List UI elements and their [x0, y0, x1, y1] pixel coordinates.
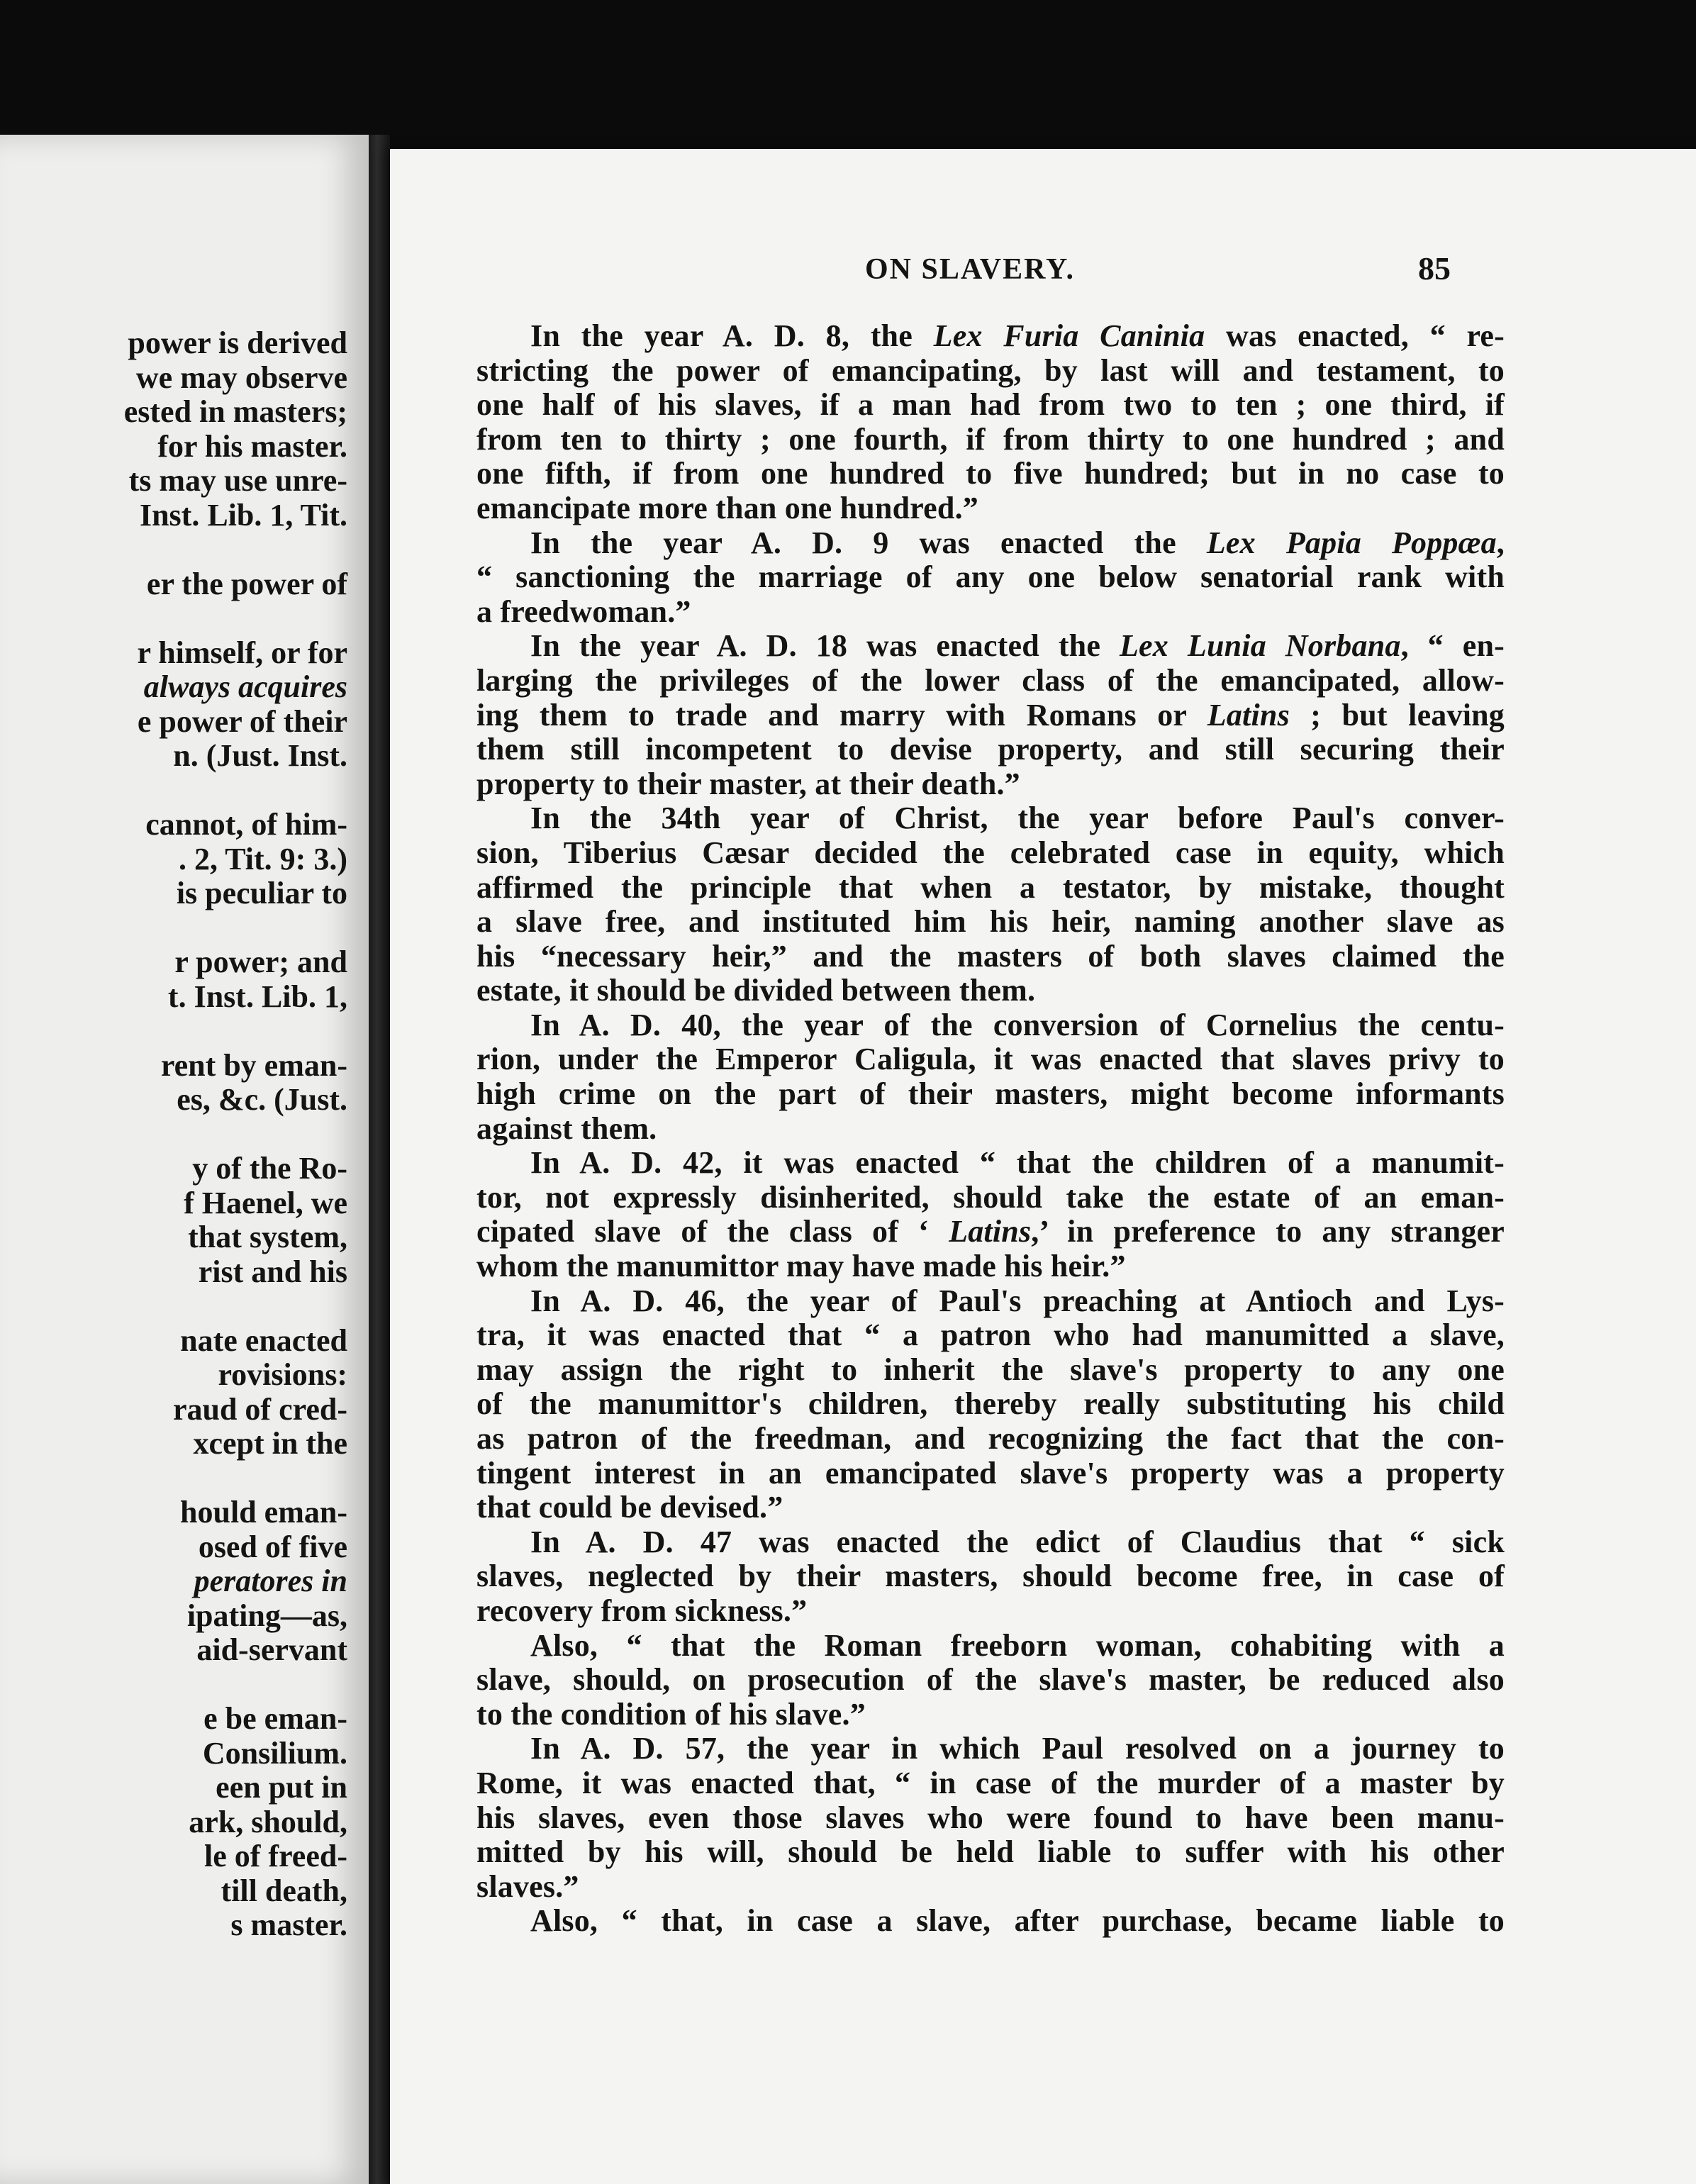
text-line — [7, 1461, 347, 1496]
text-line: sion, Tiberius Cæsar decided the celebrated case in equity, which — [476, 835, 1505, 870]
text-line: e be eman- — [203, 1701, 347, 1736]
text-line — [7, 1118, 347, 1152]
text-line: peratores in — [194, 1564, 347, 1598]
text-line: t. Inst. Lib. 1, — [167, 979, 347, 1014]
text-line: tingent interest in an emancipated slave's property was a property — [476, 1455, 1505, 1491]
text-line — [7, 1014, 347, 1049]
text-line: recovery from sickness.” — [476, 1593, 808, 1628]
text-line: for his master. — [157, 428, 347, 464]
text-line: rist and his — [198, 1254, 347, 1289]
text-line: rovisions: — [218, 1357, 347, 1392]
text-line: ark, should, — [189, 1804, 347, 1839]
text-line: rion, under the Emperor Caligula, it was enacted that slaves privy to — [476, 1042, 1505, 1077]
text-line: Rome, it was enacted that, “ in case of the murder of a master by — [476, 1765, 1505, 1800]
text-line: cannot, of him- — [145, 807, 347, 842]
running-head: ON SLAVERY. — [865, 253, 1075, 286]
text-line: . 2, Tit. 9: 3.) — [179, 841, 347, 876]
text-line: till death, — [221, 1873, 347, 1908]
text-line: er the power of — [146, 566, 347, 601]
text-line: In A. D. 40, the year of the conversion of Cornelius the centu- — [530, 1007, 1505, 1042]
text-line: le of freed- — [204, 1839, 347, 1873]
page-number: 85 — [1418, 250, 1451, 286]
text-line: In A. D. 57, the year in which Paul resolved on a journey to — [530, 1731, 1505, 1766]
text-line: tor, not expressly disinherited, should take the estate of an eman- — [476, 1179, 1505, 1215]
right-page — [390, 149, 1696, 2184]
text-line: emancipate more than one hundred.” — [476, 490, 978, 525]
text-line — [7, 533, 347, 567]
text-line: a freedwoman.” — [476, 594, 691, 629]
text-line: In A. D. 46, the year of Paul's preaching at Antioch and Lys- — [530, 1283, 1505, 1318]
text-line: estate, it should be divided between them. — [476, 973, 1036, 1008]
text-line: rent by eman- — [160, 1047, 347, 1083]
body-text — [476, 319, 1505, 1939]
text-line: a slave free, and instituted him his heir, naming another slave as — [476, 904, 1505, 940]
text-line: y of the Ro- — [192, 1151, 347, 1186]
left-page — [0, 135, 369, 2184]
left-page-text — [7, 326, 347, 1943]
text-line: is peculiar to — [176, 876, 347, 910]
text-line — [7, 601, 347, 636]
text-line: power is derived — [128, 325, 347, 360]
text-line: them still incompetent to devise property, and still securing their — [476, 732, 1505, 767]
text-line: slaves.” — [476, 1868, 579, 1904]
text-line: that could be devised.” — [476, 1490, 783, 1525]
text-line: tra, it was enacted that “ a patron who had manumitted a slave, — [476, 1317, 1505, 1353]
text-line: n. (Just. Inst. — [173, 738, 347, 773]
text-line: Inst. Lib. 1, Tit. — [139, 497, 347, 533]
text-line: property to their master, at their death.” — [476, 766, 1020, 801]
text-line: stricting the power of emancipating, by last will and testament, to — [476, 352, 1505, 388]
text-line: s master. — [230, 1907, 347, 1942]
text-line: es, &c. (Just. — [177, 1082, 347, 1117]
text-line: of the manumittor's children, thereby really substituting his child — [476, 1386, 1505, 1422]
text-line: “ sanctioning the marriage of any one below senatorial rank with — [476, 559, 1505, 595]
text-line: Also, “ that the Roman freeborn woman, cohabiting with a — [530, 1627, 1505, 1663]
text-line: high crime on the part of their masters, might become informants — [476, 1076, 1505, 1112]
text-line: Consilium. — [202, 1735, 347, 1771]
text-line: r power; and — [174, 945, 347, 979]
text-line: his “necessary heir,” and the masters of both slaves claimed the — [476, 938, 1505, 974]
text-line: xcept in the — [193, 1426, 347, 1461]
text-line: ing them to trade and marry with Romans or Latins ; but leaving — [476, 697, 1505, 732]
text-line: aid-servant — [196, 1632, 347, 1667]
text-line: affirmed the principle that when a testator, by mistake, thought — [476, 869, 1505, 905]
text-line — [7, 774, 347, 808]
text-line: one fifth, if from one hundred to five hundred; but in no case to — [476, 456, 1505, 491]
text-line: e power of their — [137, 703, 347, 739]
text-line: f Haenel, we — [184, 1185, 347, 1220]
text-line: osed of five — [198, 1529, 347, 1564]
text-line: In the 34th year of Christ, the year before Paul's conver- — [530, 801, 1505, 836]
text-line — [7, 1668, 347, 1703]
text-line: hould eman- — [180, 1495, 347, 1530]
text-line: his slaves, even those slaves who were found to have been manu- — [476, 1800, 1505, 1835]
text-line: raud of cred- — [172, 1391, 347, 1427]
text-line: to the condition of his slave.” — [476, 1696, 866, 1732]
text-line: ipating—as, — [186, 1598, 347, 1633]
text-line: In the year A. D. 8, the Lex Furia Caninia was enacted, “ re- — [530, 318, 1505, 353]
text-line: In A. D. 47 was enacted the edict of Claudius that “ sick — [530, 1524, 1505, 1559]
text-line: as patron of the freedman, and recognizing the fact that the con- — [476, 1421, 1505, 1456]
text-line — [7, 911, 347, 946]
text-line: nate enacted — [180, 1322, 347, 1358]
text-line: slaves, neglected by their masters, should become free, in case of — [476, 1559, 1505, 1594]
book-gutter — [369, 135, 390, 2184]
text-line: r himself, or for — [137, 635, 347, 670]
text-line: In A. D. 42, it was enacted “ that the children of a manumit- — [530, 1145, 1505, 1181]
text-line: one half of his slaves, if a man had from two to ten ; one third, if — [476, 387, 1505, 423]
text-line — [7, 1289, 347, 1324]
text-line: larging the privileges of the lower class of the emancipated, allow- — [476, 662, 1505, 698]
text-line: Also, “ that, in case a slave, after purchase, became liable to — [530, 1903, 1505, 1939]
text-line: In the year A. D. 18 was enacted the Lex Lunia Norbana, “ en- — [530, 628, 1505, 664]
text-line: against them. — [476, 1110, 657, 1146]
text-line: In the year A. D. 9 was enacted the Lex Papia Poppæa, — [530, 525, 1505, 560]
text-line: cipated slave of the class of ‘ Latins,’ in preference to any stranger — [476, 1214, 1505, 1249]
text-line: that system, — [188, 1220, 347, 1254]
text-line: we may observe — [135, 360, 347, 395]
text-line: ts may use unre- — [128, 463, 347, 498]
text-line: whom the manumittor may have made his heir.” — [476, 1249, 1126, 1284]
text-line: always acquires — [143, 669, 347, 704]
text-line: ested in masters; — [123, 394, 347, 429]
text-line: from ten to thirty ; one fourth, if from thirty to one hundred ; and — [476, 421, 1505, 457]
text-line: may assign the right to inherit the slave's property to any one — [476, 1352, 1505, 1387]
text-line: slave, should, on prosecution of the slave's master, be reduced also — [476, 1662, 1505, 1698]
text-line: mitted by his will, should be held liable to suffer with his other — [476, 1834, 1505, 1870]
text-line: een put in — [216, 1770, 347, 1805]
